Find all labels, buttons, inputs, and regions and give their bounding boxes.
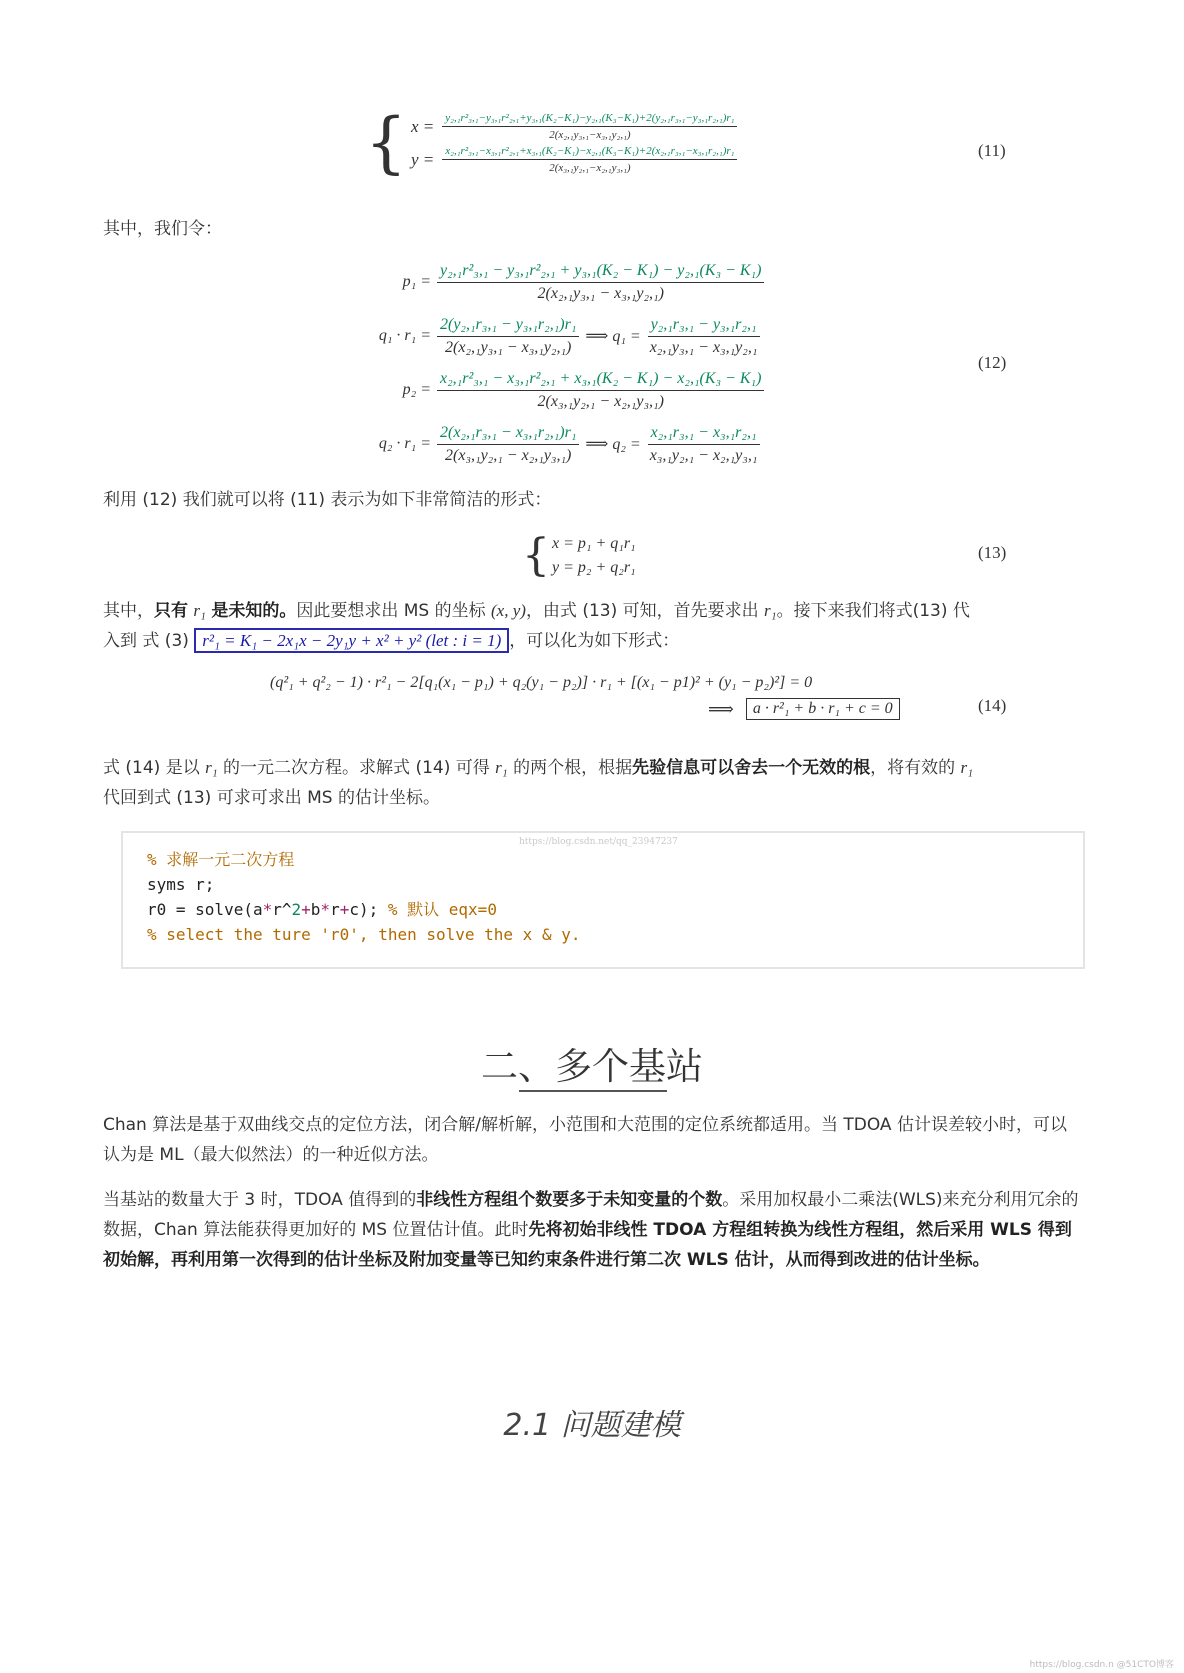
code-line-2: syms r; [147, 875, 215, 894]
subsection-heading: 2.1 问题建模 [503, 1408, 681, 1443]
paragraph-only-r1-unknown: 其中，只有 r₁ 是未知的。因此要想求出 MS 的坐标 (x, y)，由式 (13) 可知，首先要求出 r₁。接下来我们将式(13) 代 入到 式 (3) r²₁ = K₁ − 2x₁x − 2y₁y + x² + y² (let : i = 1) ，可以化为如下形式： [103, 601, 970, 651]
q1-fraction: $\frac{\text{2(y₂,₁r₃,₁ − y₃,₁r₂,₁)r₁}}{\text{2(x₂,₁y₃,₁ − x₃,₁y₂,₁)}}$ [437, 316, 579, 357]
paragraph-quadratic-roots: 式 (14) 是以 r₁ 的一元二次方程。求解式 (14) 可得 r₁ 的两个根，根据先验信息可以舍去一个无效的根，将有效的 r₁ 代回到式 (13) 可求可求出 MS 的估计坐标。 [103, 758, 974, 808]
equation-11 [365, 104, 737, 181]
eq11-y-fraction: x₂,₁r²₃,₁−x₃,₁r²₂,₁+x₃,₁(K₂−K₁)−x₂,₁(K₃−K₁)+2(x₂,₁r₃,₁−x₃,₁r₂,₁)r₁ 2(x₃,₁y₂,₁−x₂,₁y₃,₁) [442, 145, 737, 174]
equation-13: { x = p₁ + q₁r₁ y = p₂ + q₂r₁ [522, 530, 636, 581]
equation-number-11: (11) [978, 141, 1006, 160]
eq11-x-fraction: y₂,₁r²₃,₁−y₃,₁r²₂,₁+y₃,₁(K₂−K₁)−y₂,₁(K₃−K₁)+2(y₂,₁r₃,₁−y₃,₁r₂,₁)r₁ 2(x₂,₁y₃,₁−x₃,₁y₂,₁) [442, 112, 737, 141]
code-line-4: % select the ture 'r0', then solve the x & y. [147, 925, 581, 944]
equation-14: (q²₁ + q²₂ − 1) · r²₁ − 2[q₁(x₁ − p₁) + q₂(y₁ − p₂)] · r₁ + [(x₁ − p1)² + (y₁ − p₂)²] = 0 ⟹ a · r²₁ + b · r₁ + c = 0 [270, 674, 900, 720]
p1-fraction: $\frac{\text{y₂,₁r²₃,₁ − y₃,₁r²₂,₁ + y₃,₁(K₂ − K₁) − y₂,₁(K₃ − K₁)}}{\text{2(x₂,₁y₃,₁ − x₃,₁y₂,₁)}}$ [437, 262, 764, 303]
section-heading: 二、多个基站 [481, 1045, 703, 1088]
p2-fraction: $\frac{\text{x₂,₁r²₃,₁ − x₃,₁r²₂,₁ + x₃,₁(K₂ − K₁) − x₂,₁(K₃ − K₁)}}{\text{2(x₃,₁y₂,₁ − x₂,₁y₃,₁)}}$ [437, 370, 764, 411]
paragraph-wls: 当基站的数量大于 3 时，TDOA 值得到的非线性方程组个数要多于未知变量的个数。采用加权最小二乘法(WLS)来充分利用冗余的数据，Chan 算法能获得更加好的 MS 位置估计值。此时先将初始非线性 TDOA 方程组转换为线性方程组，然后采用 WLS 得到初始解，再利用第一次得到的估计坐标及附加变量等已知约束条件进行第二次 WLS 估计，从而得到改进的估计坐标。 [103, 1190, 1079, 1270]
left-brace: { [365, 104, 407, 181]
paragraph-where-we-let: 其中，我们令： [103, 219, 222, 239]
q1-simplified-fraction: $\frac{\text{y₂,₁r₃,₁ − y₃,₁r₂,₁}}{\text{x₂,₁y₃,₁ − x₃,₁y₂,₁}}$ [647, 316, 761, 357]
paragraph-chan-intro: Chan 算法是基于双曲线交点的定位方法，闭合解/解析解，小范围和大范围的定位系统都适用。当 TDOA 估计误差较小时，可以认为是 ML（最大似然法）的一种近似方法。 [103, 1115, 1067, 1165]
q2-simplified-fraction: $\frac{\text{x₂,₁r₃,₁ − x₃,₁r₂,₁}}{\text{x₃,₁y₂,₁ − x₂,₁y₃,₁}}$ [647, 424, 761, 465]
code-block [121, 831, 1085, 969]
boxed-equation-3: r²₁ = K₁ − 2x₁x − 2y₁y + x² + y² (let : i = 1) [194, 628, 509, 653]
footer-watermark: https://blog.csdn.n @51CTO博客 [1029, 1660, 1174, 1670]
code-line-1: % 求解一元二次方程 [147, 850, 295, 869]
equation-number-12: (12) [978, 353, 1007, 372]
code-line-3: r0 = solve(a*r^2+b*r+c); % 默认 eqx=0 [147, 900, 497, 919]
paragraph-using-12: 利用 (12) 我们就可以将 (11) 表示为如下非常简洁的形式： [103, 490, 552, 510]
equation-number-14: (14) [978, 696, 1007, 715]
boxed-quadratic: a · r²₁ + b · r₁ + c = 0 [746, 698, 900, 720]
eq11-y-lhs: y = [411, 149, 435, 169]
code-watermark: https://blog.csdn.net/qq_23947237 [519, 837, 678, 847]
eq11-x-lhs: x = [411, 116, 435, 136]
equation-number-13: (13) [978, 543, 1007, 562]
q2-fraction: $\frac{\text{2(x₂,₁r₃,₁ − x₃,₁r₂,₁)r₁}}{\text{2(x₃,₁y₂,₁ − x₂,₁y₃,₁)}}$ [437, 424, 579, 465]
heading-underline [519, 1090, 667, 1092]
equation-12: p₁ = $\frac{\text{y₂,₁r²₃,₁ − y₃,₁r²₂,₁ + y₃,₁(K₂ − K₁) − y₂,₁(K₃ − K₁)}}{\text{2(x₂,₁y₃,₁ − x₃,₁y₂,₁)}}$ q₁ · r₁ = $\frac{\text{2(y₂,₁r₃,₁ − y₃,₁r₂,₁)r₁}}{\text{2(x₂,₁y₃,₁ − x₃,₁y₂,₁)}}$ ⟹ q₁ = $\frac{\text{y₂,₁r₃,₁ − y₃,₁r₂,₁}}{\text{x₂,₁y₃,₁ − x₃,₁y₂,₁}}$ p₂ = $\frac{\text{x₂,₁r²₃,₁ − x₃,₁r²₂,₁ + x₃,₁(K₂ − K₁) − x₂,₁(K₃ − K₁)}}{\text{2(x₃,₁y₂,₁ − x₂,₁y₃,₁)}}$ q₂ · r₁ = $\frac{\text{2(x₂,₁r₃,₁ − x₃,₁r₂,₁)r₁}}{\text{2(x₃,₁y₂,₁ − x₂,₁y₃,₁)}}$ ⟹ q₂ = $\frac{\text{x₂,₁r₃,₁ − x₃,₁r₂,₁}}{\text{x₃,₁y₂,₁ − x₂,₁y₃,₁}}$ [355, 254, 764, 470]
left-brace: { [522, 530, 550, 581]
